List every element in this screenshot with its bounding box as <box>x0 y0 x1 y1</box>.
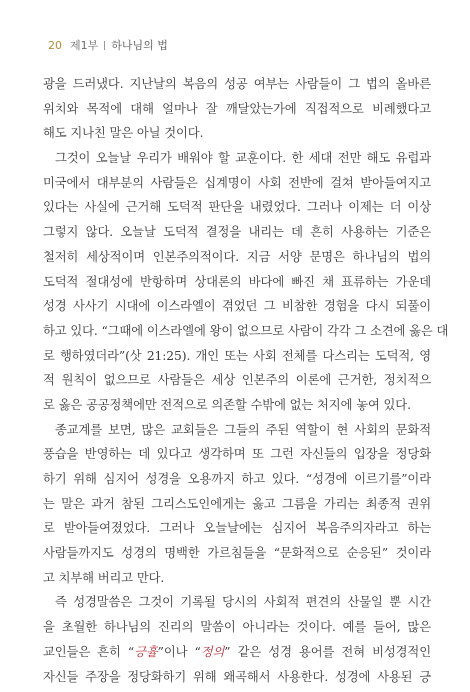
body-text <box>43 72 449 689</box>
text-line: 자신들 주장을 정당화하기 위해 왜곡해서 사용한다. 성경에 사용된 긍 <box>43 669 431 684</box>
running-header <box>48 37 168 53</box>
text-line: 종교계를 보면, 많은 교회들은 그들의 주된 역할이 현 사회의 문화적 <box>55 422 431 437</box>
text-line: 그것이 오늘날 우리가 배워야 할 교훈이다. 한 세대 전만 해도 유럽과 <box>55 151 431 166</box>
text-line: 풍습을 반영하는 데 있다고 생각하며 또 그런 자신들의 입장을 정당화 <box>43 447 431 462</box>
text-line: 해도 지나친 말은 아닐 것이다. <box>43 126 204 141</box>
text-line: 미국에서 대부분의 사람들은 십계명이 사회 전반에 걸쳐 받아들여지고 <box>43 175 431 190</box>
text-line: 로 옳은 공공정책에만 전적으로 의존할 수밖에 없는 처지에 놓여 있다. <box>43 397 411 412</box>
emphasized-term: 긍휼 <box>134 644 158 659</box>
text-line: 적 원칙이 없으므로 사람들은 세상 인본주의 이론에 근거한, 정치적으 <box>43 373 431 388</box>
text-line: 철저히 세상적이며 인본주의적이다. 지금 서양 문명은 하나님의 법의 <box>43 249 431 264</box>
text-line: 광을 드러냈다. 지난날의 복음의 성공 여부는 사람들이 그 법의 올바른 <box>43 77 431 91</box>
text-line: 도덕적 절대성에 반항하며 상대론의 바다에 빠진 채 표류하는 가운데 <box>43 274 431 289</box>
text-line: 을 초월한 하나님의 진리의 말씀이 아니라는 것이다. 예를 들어, 많은 <box>43 620 431 635</box>
text-line: 하기 위해 심지어 성경을 오용까지 하고 있다. “성경에 이르기를”이라 <box>43 472 431 486</box>
part-label: 제1부 <box>70 39 99 52</box>
header-divider <box>104 41 105 50</box>
text-line: 있다는 사실에 근거해 도덕적 판단을 내렸었다. 그러나 이제는 더 이상 <box>43 200 431 215</box>
book-title: 하나님의 법 <box>111 39 168 52</box>
text-line: 하고 있다. “그때에 이스라엘에 왕이 없으므로 사람이 각각 그 소견에 옳은 대 <box>43 323 449 338</box>
text-line: 교인들은 흔히 “긍휼”이나 “정의” 같은 성경 용어를 전혀 비성경적인 <box>43 644 431 659</box>
text-line: 위치와 목적에 대해 얼마나 잘 깨달았는가에 직접적으로 비례했다고 <box>43 101 431 116</box>
emphasized-term: 정의 <box>200 644 225 659</box>
text-line: 사람들까지도 성경의 명백한 가르침들을 “문화적으로 순응된” 것이라 <box>43 546 431 561</box>
page-number: 20 <box>48 39 62 52</box>
text-line: 성경 사사기 시대에 이스라엘이 겪었던 그 비참한 경험을 다시 되풀이 <box>43 299 431 314</box>
text-line: 고 치부해 버리고 만다. <box>43 570 165 585</box>
text-line: 그렇지 않다. 오늘날 도덕적 결정을 내리는 데 흔히 사용하는 기준은 <box>43 225 431 240</box>
text-line: 는 말은 과거 참된 그리스도인에게는 옳고 그름을 가리는 최종적 권위 <box>43 496 431 511</box>
text-line: 로 받아들여졌었다. 그러나 오늘날에는 심지어 복음주의자라고 하는 <box>43 521 431 536</box>
text-line: 로 행하였더라”(삿 21:25). 개인 또는 사회 전체를 다스리는 도덕적, 영 <box>43 348 431 363</box>
text-line: 즉 성경말씀은 그것이 기록될 당시의 사회적 편견의 산물일 뿐 시간 <box>55 595 431 610</box>
